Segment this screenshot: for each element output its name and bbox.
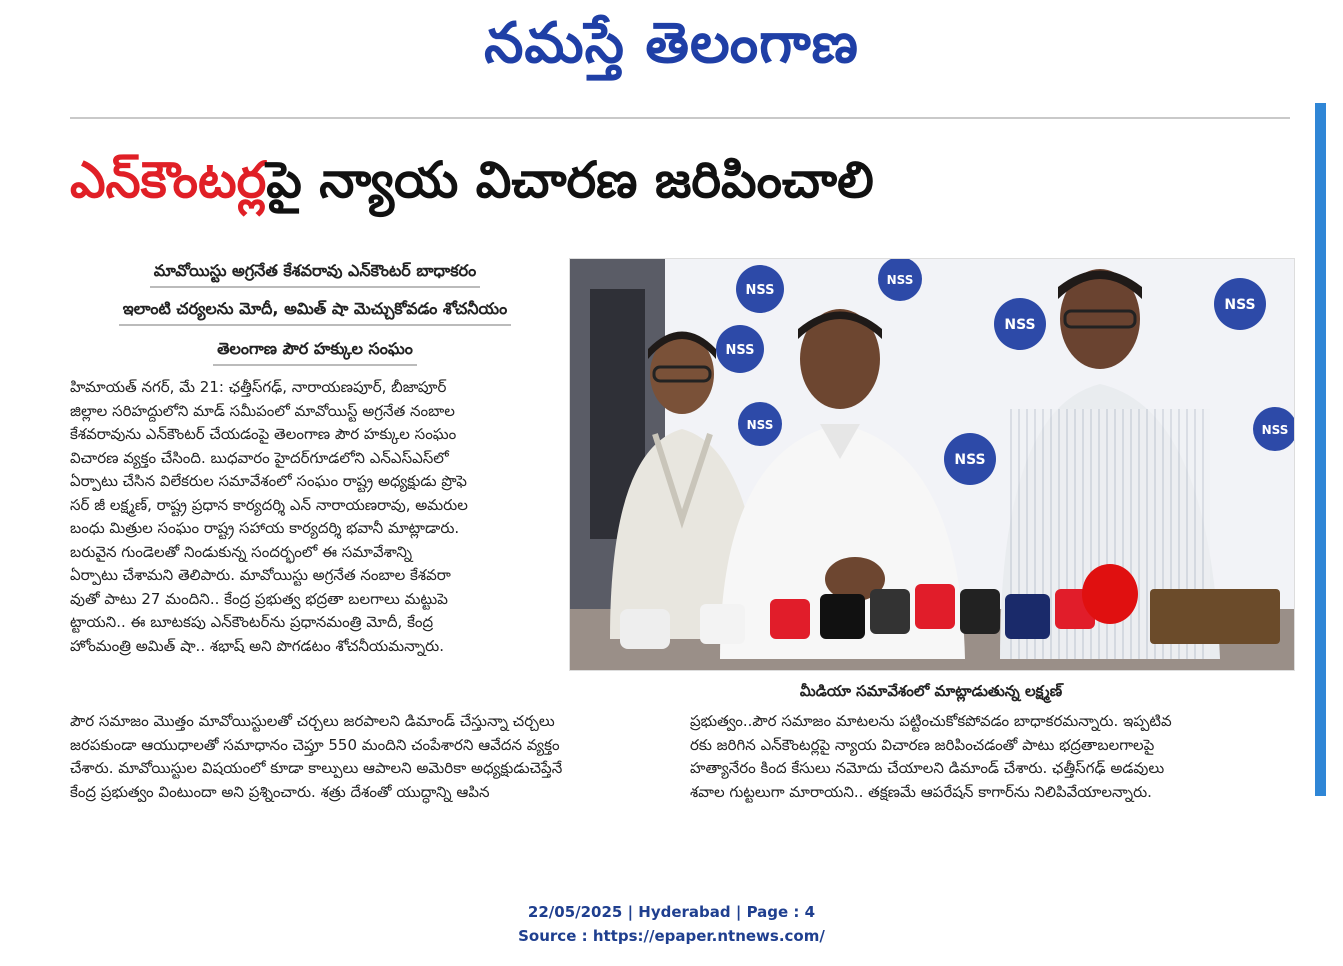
masthead-logo: నమస్తే తెలంగాణ — [484, 10, 859, 76]
article-body-left: హిమాయత్ నగర్, మే 21: ఛత్తీస్‌గఢ్, నారాయణపూర్, బీజాపూర్ జిల్లాల సరిహద్దులోని మాడ్ సమీపంలో మావోయిస్ట్ అగ్రనేత నంబాల కేశవరావును ఎన్‌కౌంటర్ చేయడంపై తెలంగాణ పౌర హక్కుల సంఘం విచారణ వ్యక్తం చేసింది. బుధవారం హైదర్‌గూడలోని ఎన్ఎస్ఎస్‌లో ఏర్పాటు చేసిన విలేకరుల సమావేశంలో సంఘం రాష్ట్ర అధ్యక్షుడు ప్రొఫె సర్ జీ లక్ష్మణ్, రాష్ట్ర ప్రధాన కార్యదర్శి ఎన్ నారాయణరావు, అమరుల బంధు మిత్రుల సంఘం రాష్ట్ర సహాయ కార్యదర్శి భవానీ మాట్లాడారు. బరువైన గుండెలతో నిండుకున్న సందర్భంలో ఈ సమావేశాన్ని ఏర్పాటు చేశామని తెలిపారు. మావోయిస్టు అగ్రనేత నంబాల కేశవరా వుతో పాటు 27 మందిని.. కేంద్ర ప్రభుత్వ భద్రతా బలగాలు మట్టుపె ట్టాయని.. ఈ బూటకపు ఎన్‌కౌంటర్‌ను ప్రధానమంత్రి మోదీ, కేంద్ర హోంమంత్రి అమిత్ షా.. శభాష్ అని పొగడటం శోచనీయమన్నారు. — [70, 378, 468, 655]
press-conference-photo — [569, 258, 1295, 671]
svg-text:NSS: NSS — [1004, 317, 1036, 333]
deck-line-1: మావోయిస్టు అగ్రనేత కేశవరావు ఎన్‌కౌంటర్ బాధాకరం — [70, 258, 560, 288]
book — [1150, 589, 1280, 644]
svg-text:NSS: NSS — [745, 283, 775, 298]
backdrop-logo-1 — [736, 265, 784, 313]
backdrop-logo-3 — [878, 259, 922, 301]
deck-line-2: ఇలాంటి చర్యలను మోదీ, అమిత్ షా మెచ్చుకోవడం శోచనీయం — [70, 296, 560, 326]
backdrop-logo-7 — [944, 433, 996, 485]
article-body-bottom-right: ప్రభుత్వం..పౌర సమాజం మాటలను పట్టించుకోకపోవడం బాధాకరమన్నారు. ఇప్పటివ రకు జరిగిన ఎన్‌కౌంటర్లపై న్యాయ విచారణ జరిపించడంతో పాటు భద్రతాబలగాలపై హత్యానేరం కింద కేసులు నమోదు చేయాలని డిమాండ్ చేశారు. ఛత్తీస్‌గఢ్ అడవులు శవాల గుట్టలుగా మారాయని.. తక్షణమే ఆపరేషన్ కాగార్‌ను నిలిపివేయాలన్నారు. — [690, 712, 1172, 801]
masthead-divider — [70, 117, 1290, 119]
photo-caption: మీడియా సమావేశంలో మాట్లాడుతున్న లక్ష్మణ్ — [799, 682, 1063, 700]
headline-red-part: ఎన్‌కౌంటర్ల — [70, 151, 267, 209]
svg-text:NSS: NSS — [1224, 297, 1256, 313]
svg-text:NSS: NSS — [746, 418, 774, 432]
backdrop-logo-6 — [738, 402, 782, 446]
footer-source: Source : https://epaper.ntnews.com/ — [518, 927, 825, 945]
svg-text:NSS: NSS — [1261, 423, 1289, 437]
photo-illustration — [570, 259, 1294, 670]
backdrop-logo-2 — [994, 298, 1046, 350]
footer-date-edition: 22/05/2025 | Hyderabad | Page : 4 — [527, 903, 816, 921]
headline-black-part: పై న్యాయ విచారణ జరిపించాలి — [266, 151, 874, 209]
backdrop-logo-5 — [716, 325, 764, 373]
svg-text:NSS: NSS — [954, 452, 986, 468]
svg-text:NSS: NSS — [886, 273, 914, 287]
article-headline — [70, 140, 1300, 220]
backdrop-logo-4 — [1214, 278, 1266, 330]
svg-text:NSS: NSS — [725, 343, 755, 358]
accent-side-bar — [1315, 103, 1326, 796]
article-body-bottom-left: పౌర సమాజం మొత్తం మావోయిస్టులతో చర్చలు జరపాలని డిమాండ్ చేస్తున్నా చర్చలు జరపకుండా ఆయుధాలతో సమాధానం చెప్తూ 550 మందిని చంపేశారని ఆవేదన వ్యక్తం చేశారు. మావోయిస్టుల విషయంలో కూడా కాల్పులు ఆపాలని అమెరికా అధ్యక్షుడుచెప్తేనే కేంద్ర ప్రభుత్వం వింటుందా అని ప్రశ్నించారు. శత్రు దేశంతో యుద్ధాన్ని ఆపిన — [70, 712, 563, 801]
deck-line-3: తెలంగాణ పౌర హక్కుల సంఘం — [70, 336, 560, 366]
